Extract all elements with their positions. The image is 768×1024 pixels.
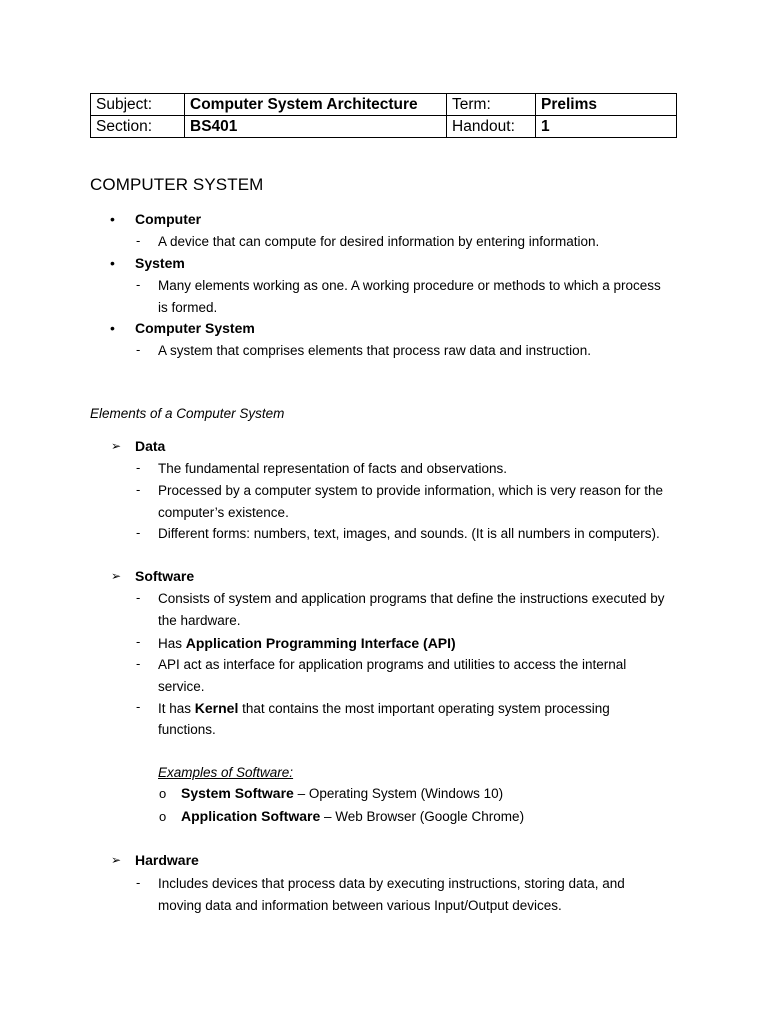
example-term: System Software: [181, 785, 294, 801]
section-value: BS401: [185, 116, 447, 138]
definition-term: System: [135, 255, 185, 271]
dash-icon: -: [136, 342, 141, 357]
example-term: Application Software: [181, 808, 321, 824]
definition-term: Computer System: [135, 320, 255, 336]
definition-text: Many elements working as one. A working procedure or methods to which a process: [158, 278, 661, 293]
element-text: functions.: [158, 722, 216, 737]
element-text: API act as interface for application programs and utilities to access the internal: [158, 657, 627, 672]
dash-icon: -: [136, 656, 141, 671]
element-text: the hardware.: [158, 613, 241, 628]
text-segment: that contains the most important operating system processing: [238, 701, 610, 716]
subject-label: Subject:: [91, 94, 185, 116]
dash-icon: -: [136, 233, 141, 248]
section-heading: Elements of a Computer System: [90, 406, 285, 421]
bullet-icon: •: [110, 320, 115, 336]
dash-icon: -: [136, 277, 141, 292]
section-label: Section:: [91, 116, 185, 138]
page-title: COMPUTER SYSTEM: [90, 175, 264, 194]
dash-icon: -: [136, 634, 141, 649]
example-text: – Operating System (Windows 10): [293, 786, 504, 801]
dash-icon: -: [136, 460, 141, 475]
dash-icon: -: [136, 590, 141, 605]
element-text: service.: [158, 679, 205, 694]
kernel-term: Kernel: [194, 700, 239, 716]
handout-label: Handout:: [447, 116, 536, 138]
element-text: Different forms: numbers, text, images, and sounds. (It is all numbers in computers).: [158, 526, 660, 541]
element-text: moving data and information between various Input/Output devices.: [158, 898, 562, 913]
element-text: Consists of system and application programs that define the instructions executed by: [158, 591, 665, 606]
element-text: Includes devices that process data by executing instructions, storing data, and: [158, 876, 625, 891]
arrow-bullet-icon: ➢: [111, 439, 122, 453]
header-row-2: [91, 116, 677, 138]
circle-bullet-icon: o: [159, 786, 167, 801]
handout-value: 1: [536, 116, 677, 138]
element-term: Data: [135, 438, 166, 454]
dash-icon: -: [136, 482, 141, 497]
arrow-bullet-icon: ➢: [111, 569, 122, 583]
bullet-icon: •: [110, 211, 115, 227]
element-text: The fundamental representation of facts and observations.: [158, 461, 507, 476]
term-label: Term:: [447, 94, 536, 116]
definition-text: A system that comprises elements that process raw data and instruction.: [158, 343, 591, 358]
element-term: Software: [135, 568, 195, 584]
dash-icon: -: [136, 525, 141, 540]
text-segment: Has: [158, 636, 186, 651]
dash-icon: -: [136, 699, 141, 714]
subject-value: Computer System Architecture: [185, 94, 447, 116]
header-table: [90, 93, 677, 138]
text-segment: It has: [158, 701, 195, 716]
circle-bullet-icon: o: [159, 809, 167, 824]
element-term: Hardware: [135, 852, 199, 868]
api-term: Application Programming Interface (API): [185, 635, 456, 651]
element-text: [158, 632, 456, 655]
examples-heading: Examples of Software:: [158, 765, 294, 780]
example-item: [181, 808, 524, 824]
definition-text: A device that can compute for desired information by entering information.: [158, 234, 600, 249]
example-item: [181, 785, 503, 801]
bullet-icon: •: [110, 255, 115, 271]
header-row-1: [91, 94, 677, 116]
element-text: computer’s existence.: [158, 505, 289, 520]
dash-icon: -: [136, 875, 141, 890]
term-value: Prelims: [536, 94, 677, 116]
definition-text: is formed.: [158, 300, 218, 315]
definition-term: Computer: [135, 211, 202, 227]
arrow-bullet-icon: ➢: [111, 853, 122, 867]
element-text: Processed by a computer system to provide information, which is very reason for the: [158, 483, 663, 498]
element-text: [158, 697, 610, 720]
example-text: – Web Browser (Google Chrome): [320, 809, 525, 824]
